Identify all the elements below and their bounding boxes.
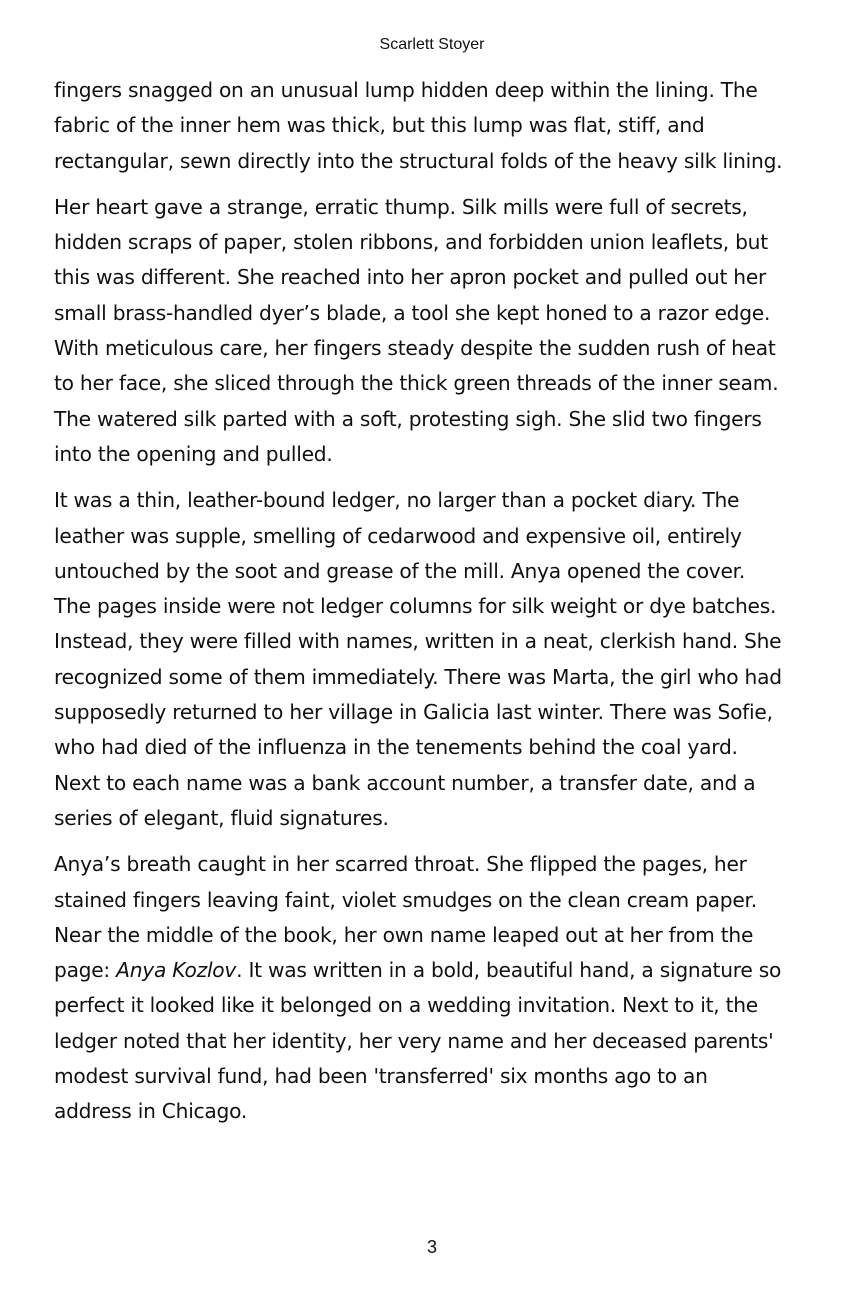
paragraph: It was a thin, leather-bound ledger, no larger than a pocket diary. The leather was supple, smelling of cedarwood and expensive oil, entirely untouched by the soot and grease of the mill. Anya opened the cover. The pages inside were not ledger columns for silk weight or dye batches. Instead, they were filled with names, written in a neat, clerkish hand. She recognized some of them immediately. There was Marta, the girl who had supposedly returned to her village in Galicia last winter. There was Sofie, who had died of the influenza in the tenements behind the coal yard. Next to each name was a bank account number, a transfer date, and a series of elegant, fluid signatures. — [54, 488, 782, 830]
body-text — [54, 73, 784, 1141]
paragraph: Her heart gave a strange, erratic thump. Silk mills were full of secrets, hidden scraps of paper, stolen ribbons, and forbidden union leaflets, but this was different. She reached into her apron pocket and pulled out her small brass-handled dyer’s blade, a tool she kept honed to a razor edge. With meticulous care, her fingers steady despite the sudden rush of heat to her face, she sliced through the thick green threads of the inner seam. The watered silk parted with a soft, protesting sigh. She slid two fingers into the opening and pulled. — [54, 194, 779, 466]
italic-name: Anya Kozlov — [116, 958, 237, 983]
paragraph-text-after: . It was written in a bold, beautiful hand, a signature so perfect it looked like it belonged on a wedding invitation. Next to it, the ledger noted that her identity, her very name and her deceased parents' modest survival fund, had been 'transferred' six months ago to an address in Chicago. — [54, 958, 782, 1124]
paragraph — [54, 847, 784, 1129]
running-header-author: Scarlett Stoyer — [379, 36, 485, 53]
paragraph: fingers snagged on an unusual lump hidden deep within the lining. The fabric of the inner hem was thick, but this lump was flat, stiff, and rectangular, sewn directly into the structural folds of the heavy silk lining. — [54, 78, 783, 173]
paragraph-text-before: Anya’s breath caught in her scarred throat. She flipped the pages, her stained fingers leaving faint, violet smudges on the clean cream paper. Near the middle of the book, her own name leaped out at her from the page: — [54, 852, 757, 983]
page-number: 3 — [426, 1237, 437, 1257]
